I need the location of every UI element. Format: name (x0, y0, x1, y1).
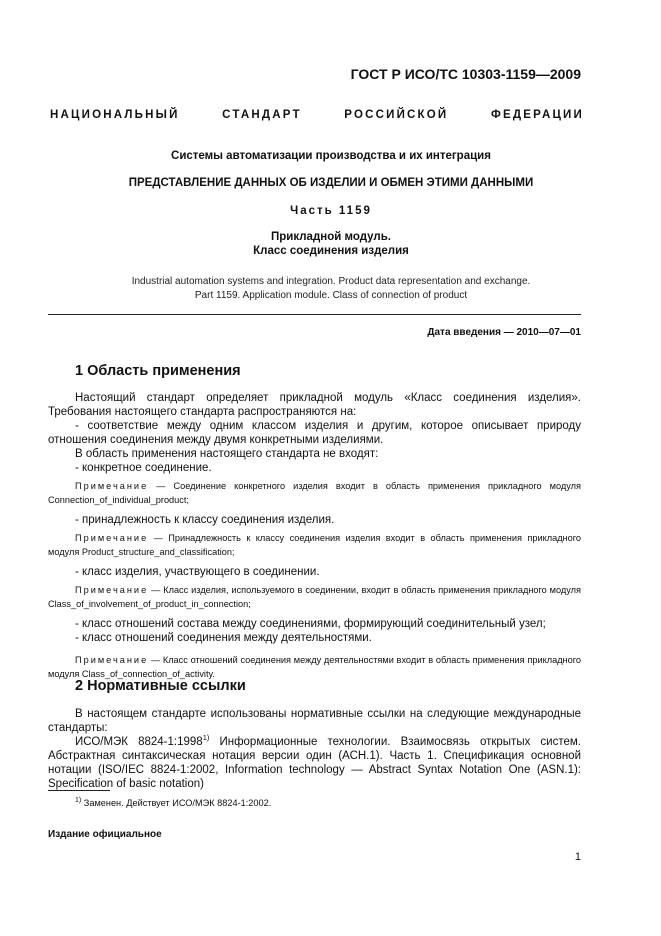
note-label: Примечание (75, 481, 149, 491)
paragraph: - принадлежность к классу соединения изделия. (75, 514, 335, 526)
footnote-marker: 1) (202, 733, 210, 743)
note-label: Примечание (75, 655, 149, 665)
reference-code: ИСО/МЭК 8824-1:1998 (75, 736, 203, 748)
paragraph: - соответствие между одним классом изделия и другим, которое описывает природу отношения соединения между двумя конкретными изделиями. (48, 420, 581, 446)
national-standard-banner: НАЦИОНАЛЬНЫЙ СТАНДАРТ РОССИЙСКОЙ ФЕДЕРАЦИИ (50, 109, 584, 121)
note-label: Примечание (75, 533, 149, 543)
normative-reference (48, 735, 581, 791)
document-code: ГОСТ Р ИСО/ТС 10303-1159—2009 (350, 66, 581, 82)
paragraph: - класс изделия, участвующего в соединении. (75, 566, 320, 578)
official-edition-label: Издание официальное (48, 829, 162, 840)
footnote (75, 798, 271, 808)
note (48, 654, 581, 681)
part-number: Часть 1159 (290, 205, 372, 217)
title-line-2: ПРЕДСТАВЛЕНИЕ ДАННЫХ ОБ ИЗДЕЛИИ И ОБМЕН ЭТИМИ ДАННЫМИ (128, 177, 534, 189)
section-1-heading: 1 Область применения (75, 363, 241, 379)
footnote-text: Заменен. Действует ИСО/МЭК 8824-1:2002. (81, 798, 272, 808)
note-label: Примечание (75, 585, 149, 595)
paragraph: В настоящем стандарте использованы нормативные ссылки на следующие международные стандарты: (48, 708, 581, 734)
note (48, 532, 581, 559)
paragraph: - класс отношений состава между соединениями, формирующий соединительный узел; (75, 618, 546, 630)
english-title-2: Part 1159. Application module. Class of connection of product (194, 290, 468, 301)
note-text: — Класс отношений соединения между деятельностями входит в область применения прикладного модуля Class_of_connection_of_activity. (48, 655, 581, 679)
note (48, 480, 581, 507)
note-text: — Соединение конкретного изделия входит в область применения прикладного модуля Connection_of_individual_product; (48, 481, 581, 505)
note (48, 584, 581, 611)
page-number: 1 (574, 851, 581, 863)
reference-text: Информационные технологии. Взаимосвязь открытых систем. Абстрактная синтаксическая нотация версии один (АСН.1). Часть 1. Спецификация основной нотации (ISO/IEC 8824-1:2002, Information technology — Abstract Syntax Notation One (ASN.1): Specification of basic notation) (48, 736, 581, 790)
title-divider (48, 314, 581, 315)
footnote-mark: 1) (75, 796, 82, 804)
title-line-1: Системы автоматизации производства и их интеграция (171, 150, 491, 162)
english-title-1: Industrial automation systems and integration. Product data representation and exchange. (131, 276, 531, 287)
note-text: — Класс изделия, используемого в соединении, входит в область применения прикладного модуля Class_of_involvement_of_product_in_connection; (48, 585, 581, 609)
section-1-body (48, 391, 581, 681)
paragraph: - конкретное соединение. (75, 462, 212, 474)
paragraph: - класс отношений соединения между деятельностями. (75, 632, 372, 644)
note-text: — Принадлежность к классу соединения изделия входит в область применения прикладного модуля Product_structure_and_classification; (48, 533, 581, 557)
footnote-divider (48, 790, 110, 791)
module-title: Прикладной модуль. (271, 231, 391, 243)
section-2-body (48, 707, 581, 791)
section-2-heading: 2 Нормативные ссылки (75, 678, 246, 694)
effective-date: Дата введения — 2010—07—01 (427, 327, 581, 338)
module-subject: Класс соединения изделия (253, 245, 409, 257)
paragraph: Настоящий стандарт определяет прикладной модуль «Класс соединения изделия». Требования настоящего стандарта распространяются на: (48, 392, 581, 418)
paragraph: В область применения настоящего стандарта не входят: (75, 448, 379, 460)
